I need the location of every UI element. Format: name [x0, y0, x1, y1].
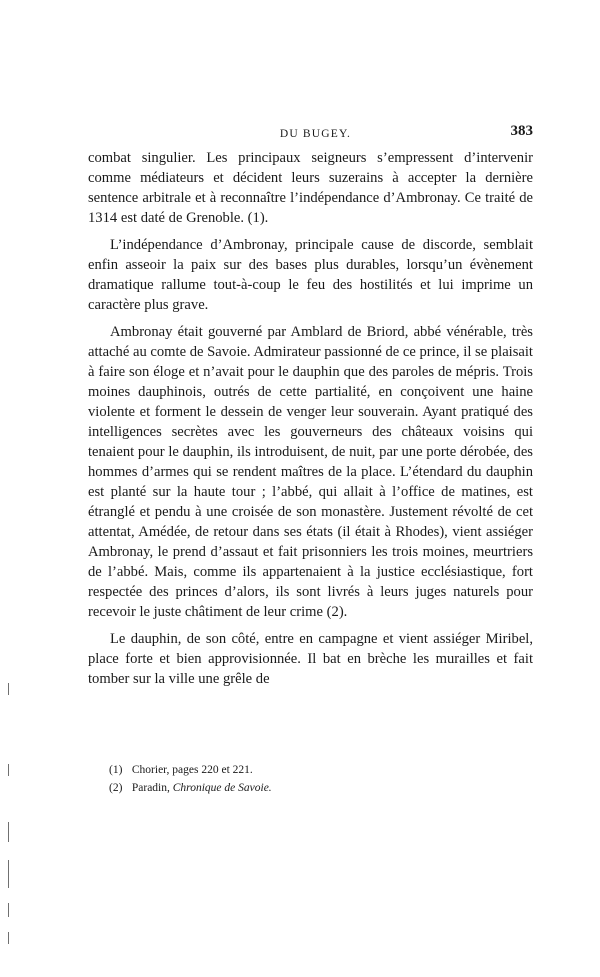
paragraph-2: L’indépendance d’Ambronay, principale cause de discorde, semblait enfin asseoir la paix sur des bases plus durables, lorsqu’un évènement dramatique rallume tout-à-coup le feu des hostilités et lui imprime un caractère plus grave.: [88, 237, 533, 313]
footnote-ref-1: (1): [109, 764, 123, 776]
paragraph-4: Le dauphin, de son côté, entre en campagne et vient assiéger Miribel, place forte et bien approvisionnée. Il bat en brèche les murailles et fait tomber sur la ville une grêle de: [88, 631, 533, 687]
paragraph-1: combat singulier. Les principaux seigneurs s’empressent d’intervenir comme médiateurs et décident leurs suzerains à accepter la dernière sentence arbitrale et à reconnaître l’indépendance d’Ambronay. Ce traité de 1314 est daté de Grenoble. (1).: [88, 150, 533, 226]
running-title: DU BUGEY.: [279, 128, 352, 140]
body-text: [88, 148, 533, 696]
paragraph-3: Ambronay était gouverné par Amblard de Briord, abbé vénérable, très attaché au comte de Savoie. Admirateur passionné de ce prince, il se plaisait à faire son éloge et n’avait pour le dauphin que des paroles de mépris. Trois moines dauphinois, outrés de cette partialité, en conçoivent une haine violente et forment le dessein de venger leur souverain. Ayant pratiqué des intelligences secrètes avec les gouverneurs des châteaux voisins qui tenaient pour le dauphin, ils introduisent, de nuit, par une porte dérobée, des hommes d’armes qui se rendent maîtres de la place. L’étendard du dauphin est planté sur la haute tour ; l’abbé, qui allait à l’office de matines, est étranglé et pendu à une croisée de son monastère. Justement révolté de cet attentat, Amédée, de retour dans ses états (il était à Rhodes), vient assiéger Ambronay, le prend d’assaut et fait prisonniers les trois moines, meurtriers de l’abbé. Mais, comme ils appartenaient à la justice ecclésiastique, fort respectée des princes d’alors, ils sont livrés à leurs juges naturels pour recevoir le juste châtiment de leur crime (2).: [88, 324, 533, 620]
footnote-ref-2: (2): [109, 782, 123, 794]
scan-margin-mark: [8, 822, 9, 842]
scan-margin-mark: [8, 860, 9, 888]
footnotes: [109, 761, 529, 797]
footnote-text-1: Chorier, pages 220 et 221.: [131, 764, 253, 776]
footnote-1: [109, 761, 529, 779]
footnote-2: [109, 779, 529, 797]
page-number: 383: [510, 123, 533, 139]
footnote-title-2: Chronique de Savoie.: [172, 782, 272, 794]
page-header: [88, 123, 533, 143]
footnote-text-2: Paradin,: [131, 782, 173, 794]
scan-margin-mark: [8, 903, 9, 917]
scan-margin-mark: [8, 683, 9, 695]
scan-margin-mark: [8, 932, 9, 944]
scan-margin-mark: [8, 764, 9, 776]
